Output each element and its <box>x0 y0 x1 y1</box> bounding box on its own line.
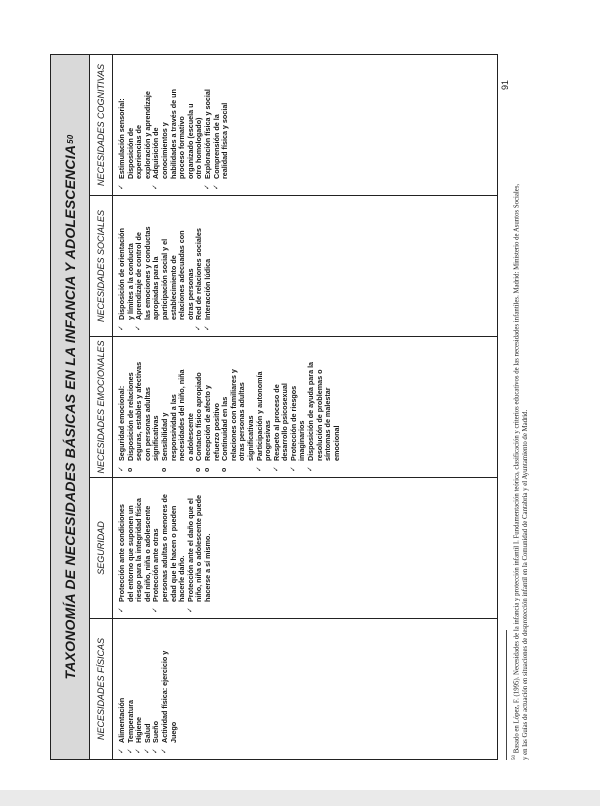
indent-spacer <box>187 179 196 190</box>
item-text: Protección ante condiciones <box>117 504 126 602</box>
item-list <box>118 342 341 472</box>
indent-spacer <box>127 320 136 331</box>
item-text: participación social y el <box>159 238 169 320</box>
item-text: emocional <box>331 425 341 461</box>
indent-spacer <box>170 602 179 613</box>
footnote-text-1: Basado en López, F. (1995). Necesidades de la infancia y protección infantil I. Fundamentación teórica, clasificación y criterios educativos de las necesidades infantiles. Madrid: Ministerio de Asuntos Sociales, <box>513 183 521 754</box>
item-text: otras personas adultas <box>237 382 247 461</box>
item-text: relaciones con familiares y <box>228 369 238 461</box>
item-text: realidad física y social <box>220 102 230 179</box>
check-icon <box>118 461 127 472</box>
indent-spacer <box>221 179 230 190</box>
indent-spacer <box>170 743 179 754</box>
item-text: Contacto físico apropiado <box>194 372 204 461</box>
taxonomy-table <box>50 54 498 760</box>
indent-spacer <box>298 461 307 472</box>
check-icon <box>135 743 144 754</box>
header-seguridad: SEGURIDAD <box>90 477 112 618</box>
footnote <box>510 54 530 760</box>
footnote-number: 50 <box>512 755 517 760</box>
page-bottom-strip <box>0 790 600 806</box>
check-icon <box>152 602 161 613</box>
indent-spacer <box>178 602 187 613</box>
list-item <box>333 342 342 472</box>
item-text: establecimiento de <box>168 255 178 320</box>
indent-spacer <box>161 320 170 331</box>
item-text: otro homologado) <box>194 117 204 179</box>
indent-spacer <box>127 179 136 190</box>
item-text: exploración y aprendizaje <box>142 91 152 179</box>
indent-spacer <box>161 179 170 190</box>
table-title <box>51 55 90 759</box>
table-title-text: TAXONOMÍA DE NECESIDADES BÁSICAS EN LA INFANCIA Y ADOLESCENCIA <box>62 144 78 680</box>
item-text: necesidades del niño, niña <box>177 369 187 461</box>
item-text: Juego <box>168 721 178 743</box>
item-text: responsividad a las <box>168 394 178 461</box>
column-cognitivas <box>113 55 497 195</box>
item-text: proceso formativo <box>177 116 187 179</box>
check-icon <box>204 320 213 331</box>
footnote-rule <box>506 630 507 760</box>
item-text: Estimulación sensorial: <box>117 98 126 179</box>
indent-spacer <box>178 320 187 331</box>
indent-spacer <box>213 461 222 472</box>
circle-bullet-icon <box>221 461 230 472</box>
item-text: Temperatura <box>125 699 135 743</box>
item-text: organizado (escuela u <box>185 103 195 179</box>
indent-spacer <box>195 179 204 190</box>
item-text: Sensibilidad y <box>159 412 169 461</box>
check-icon <box>161 743 170 754</box>
indent-spacer <box>135 602 144 613</box>
item-text: progresivas <box>263 420 273 461</box>
rotated-page <box>40 30 560 770</box>
item-text: Disposición de ayuda para la <box>306 361 316 461</box>
item-text: Seguridad emocional: <box>117 385 126 461</box>
check-icon <box>290 461 299 472</box>
list-item <box>170 624 179 754</box>
item-text: Disposición de orientación <box>117 228 126 320</box>
indent-spacer <box>144 320 153 331</box>
item-text: relaciones adecuadas con <box>177 230 187 320</box>
item-text: Participación y autonomía <box>254 371 264 461</box>
indent-spacer <box>135 461 144 472</box>
circle-bullet-icon <box>161 461 170 472</box>
indent-spacer <box>187 461 196 472</box>
item-list <box>118 483 213 613</box>
indent-spacer <box>161 602 170 613</box>
footnote-line-2: y en las Guías de actuación en situaciones de desprotección infantil en la Comunidad de Cantabria y el Ayuntamiento de Madrid. <box>522 409 530 760</box>
footnote-line-1 <box>510 54 521 760</box>
item-text: del entorno que suponen un <box>125 505 135 602</box>
item-list <box>118 201 213 331</box>
item-text: y límites a la conducta <box>125 243 135 320</box>
circle-bullet-icon <box>195 461 204 472</box>
indent-spacer <box>178 179 187 190</box>
column-sociales <box>113 195 497 336</box>
item-text: Alimentación <box>117 697 126 743</box>
item-text: Interacción lúdica <box>202 258 212 320</box>
check-icon <box>204 179 213 190</box>
body-row <box>113 55 497 759</box>
item-list <box>118 60 230 190</box>
item-text: resolución de problemas o <box>314 369 324 461</box>
item-text: apropiadas para la <box>151 256 161 320</box>
item-text: riesgo para la integridad física <box>134 498 144 602</box>
indent-spacer <box>170 320 179 331</box>
item-text: con personas adultas <box>142 387 152 461</box>
item-text: Comprensión de la <box>211 114 221 179</box>
check-icon <box>118 743 127 754</box>
indent-spacer <box>170 179 179 190</box>
item-text: desarrollo psicosexual <box>280 383 290 461</box>
check-icon <box>127 743 136 754</box>
indent-spacer <box>144 461 153 472</box>
indent-spacer <box>316 461 325 472</box>
item-text: Protección ante el daño que el <box>185 498 195 602</box>
check-icon <box>118 602 127 613</box>
item-text: significativas <box>151 415 161 461</box>
item-text: habilidades a través de un <box>168 89 178 179</box>
indent-spacer <box>230 461 239 472</box>
item-text: Disposición de relaciones <box>125 372 135 461</box>
header-cognitivas: NECESIDADES COGNITIVAS <box>96 63 106 187</box>
indent-spacer <box>135 179 144 190</box>
circle-bullet-icon <box>204 461 213 472</box>
item-text: del niño, niña o adolescente <box>142 505 152 602</box>
list-item <box>204 201 213 331</box>
item-text: Protección ante otras <box>151 528 161 602</box>
check-icon <box>118 179 127 190</box>
item-text: experiencias de <box>134 125 144 179</box>
header-fisicas: NECESIDADES FÍSICAS <box>90 618 112 759</box>
item-text: refuerzo positivo <box>211 403 221 461</box>
check-icon <box>273 461 282 472</box>
indent-spacer <box>152 320 161 331</box>
check-icon <box>135 320 144 331</box>
check-icon <box>195 320 204 331</box>
indent-spacer <box>238 461 247 472</box>
item-text: Salud <box>142 723 152 743</box>
item-text: Higiene <box>134 717 144 743</box>
item-text: hacerse a sí mismo. <box>202 533 212 602</box>
item-text: personas adultas o menores de <box>159 494 169 602</box>
indent-spacer <box>247 461 256 472</box>
item-text: Adquisición de <box>151 127 161 179</box>
indent-spacer <box>144 602 153 613</box>
header-row <box>90 55 113 759</box>
check-icon <box>118 320 127 331</box>
circle-bullet-icon <box>127 461 136 472</box>
check-icon <box>152 743 161 754</box>
indent-spacer <box>264 461 273 472</box>
item-text: imaginarios <box>297 420 307 461</box>
indent-spacer <box>187 320 196 331</box>
item-text: otras personas <box>185 268 195 320</box>
item-text: Disposición de <box>125 127 135 179</box>
item-text: conocimientos y <box>159 122 169 179</box>
item-text: Protección de riesgos <box>288 385 298 461</box>
item-text: Red de relaciones sociales <box>194 228 204 320</box>
indent-spacer <box>281 461 290 472</box>
indent-spacer <box>204 602 213 613</box>
indent-spacer <box>333 461 342 472</box>
check-icon <box>307 461 316 472</box>
check-icon <box>256 461 265 472</box>
item-text: Aprendizaje de control de <box>134 232 144 320</box>
item-text: hacerle daño. <box>177 555 187 602</box>
indent-spacer <box>195 602 204 613</box>
indent-spacer <box>127 602 136 613</box>
item-text: las emociones y conductas <box>142 226 152 320</box>
page-number: 91 <box>500 79 510 90</box>
item-text: Sueño <box>151 721 161 743</box>
item-text: edad que le hacen o pueden <box>168 505 178 602</box>
check-icon <box>152 179 161 190</box>
item-text: Recepción de afecto y <box>202 385 212 461</box>
title-footnote-ref: 50 <box>65 134 75 144</box>
item-list <box>118 624 178 754</box>
check-icon <box>144 743 153 754</box>
item-text: Continuidad en las <box>220 396 230 461</box>
item-text: Actividad física: ejercicio y <box>159 650 169 743</box>
indent-spacer <box>324 461 333 472</box>
item-text: significativas <box>245 415 255 461</box>
indent-spacer <box>152 461 161 472</box>
column-fisicas <box>113 618 497 759</box>
list-item <box>204 483 213 613</box>
header-emocionales: NECESIDADES EMOCIONALES <box>90 336 112 477</box>
item-text: seguras, estables y afectivas <box>134 361 144 461</box>
item-text: niño, niña o adolescente puede <box>194 494 204 602</box>
header-sociales: NECESIDADES SOCIALES <box>90 195 112 336</box>
indent-spacer <box>144 179 153 190</box>
indent-spacer <box>170 461 179 472</box>
item-text: síntomas de malestar <box>323 387 333 461</box>
column-emocionales <box>113 336 497 477</box>
list-item <box>221 60 230 190</box>
item-text: Exploración física y social <box>202 89 212 179</box>
check-icon <box>213 179 222 190</box>
indent-spacer <box>178 461 187 472</box>
item-text: Respeto al proceso de <box>271 384 281 461</box>
check-icon <box>187 602 196 613</box>
column-seguridad <box>113 477 497 618</box>
item-text: o adolescente <box>185 413 195 461</box>
